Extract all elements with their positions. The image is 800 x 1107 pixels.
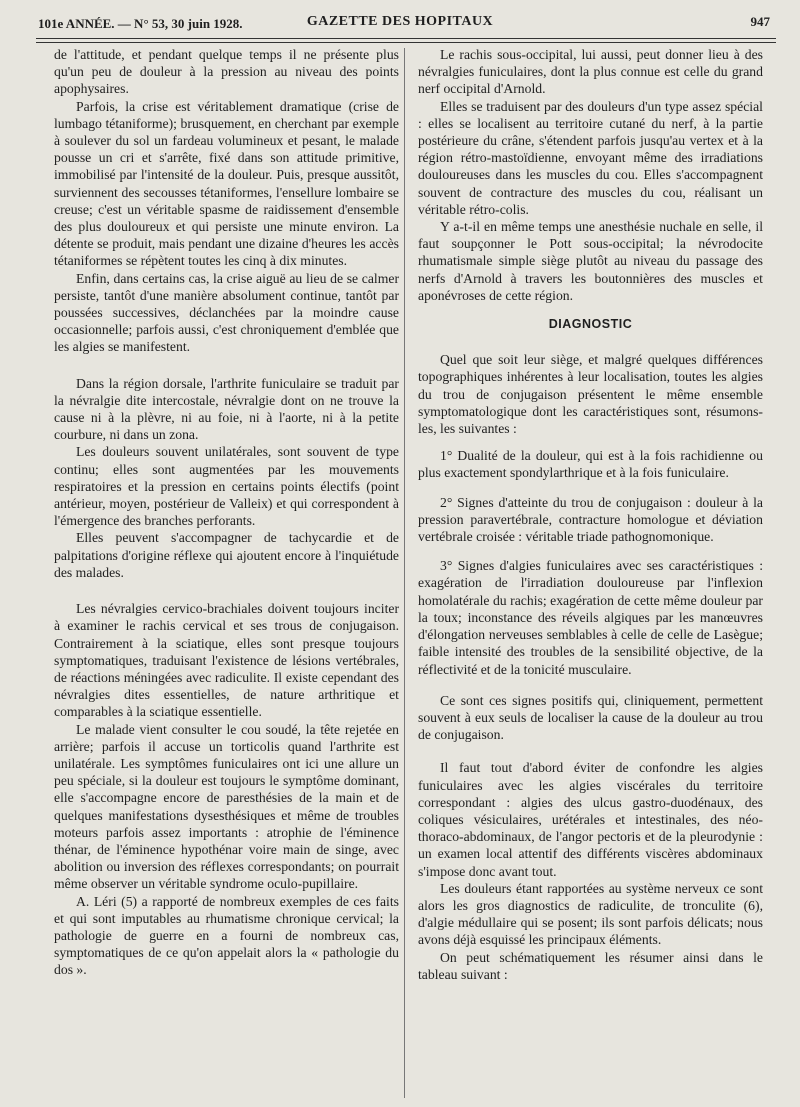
paragraph: Elles se traduisent par des douleurs d'un type assez spécial : elles se localisent au territoire cutané du nerf, à la partie postérieure du crâne, s'étendent parfois jusqu'au vertex et à la région rétro-mastoïdienne, envoyant même des irradiations douloureuses dans les muscles du cou. Elles s'accompagnent souvent de contracture des muscles du cou, réalisant un véritable rétro-colis. <box>418 98 763 217</box>
paragraph: Parfois, la crise est véritablement dramatique (crise de lumbago tétaniforme); brusquement, en cherchant par exemple à soulever du sol un fardeau volumineux et pesant, le malade pousse un cri et s'arrête, fixé dans son attitude primitive, immobilisé par l'intensité de la douleur. Puis, presque aussitôt, surviennent des secousses tétaniformes, l'ensellure lombaire se creuse; c'est un véritable spasme de raidissement d'ensemble des plus douloureux et qui persiste une minute environ. La détente se produit, mais pendant une dizaine d'heures les accès tétaniformes se répètent toutes les cinq à dix minutes. <box>54 98 399 269</box>
issue-info: 101e ANNÉE. — N° 53, 30 juin 1928. <box>38 16 243 31</box>
paragraph: Le rachis sous-occipital, lui aussi, peut donner lieu à des névralgies funiculaires, dont la plus connue est celle du grand nerf occipital d'Arnold. <box>418 47 763 97</box>
page-header <box>28 12 772 34</box>
paragraph: A. Léri (5) a rapporté de nombreux exemples de ces faits et qui sont imputables au rhumatisme chronique cervical; la pathologie de guerre en a fourni de nombreux cas, symptomatiques de ce qu'on appelait alors la « pathologie du dos ». <box>54 893 399 978</box>
paragraph: Quel que soit leur siège, et malgré quelques différences topographiques inhérentes à leur localisation, toutes les algies du trou de conjugaison présentent le même ensemble symptomatologique dont les caractéristiques sont, résumons-les, les suivantes : <box>418 352 763 437</box>
page-number: 947 <box>750 14 770 29</box>
journal-title: GAZETTE DES HOPITAUX <box>306 14 494 29</box>
paragraph: Les douleurs étant rapportées au système nerveux ce sont alors les gros diagnostics de radiculite, de tronculite (6), d'algie médullaire qui se posent; ils sont parfois délicats; nous avons déjà esquissé les principaux éléments. <box>418 880 763 948</box>
paragraph: Dans la région dorsale, l'arthrite funiculaire se traduit par la névralgie dite intercostale, névralgie dont on ne trouve la cause ni à la plèvre, ni au foie, ni à l'aorte, ni à la petite courbure, ni dans un zona. <box>54 375 399 443</box>
paragraph: 1° Dualité de la douleur, qui est à la fois rachidienne ou plus exactement spondylarthrique et à la fois funiculaire. <box>418 448 763 481</box>
paragraph: 3° Signes d'algies funiculaires avec ses caractéristiques : exagération de l'irradiation douloureuse par l'inflexion homolatérale du rachis; exagération de cette même douleur par la toux; inconstance des réveils algiques par les manœuvres d'élongation nerveuses semblables à celle de celle de Lasègue; faible intensité des troubles de la sensibilité objective, de la réflectivité et de la tonicité musculaire. <box>418 558 763 677</box>
paragraph: Y a-t-il en même temps une anesthésie nuchale en selle, il faut soupçonner le Pott sous-occipital; la névrodocite rhumatismale simple siège plutôt au niveau du passage des nerfs d'Arnold à travers les boutonnières des muscles et aponévroses de cette région. <box>418 219 763 303</box>
column-divider <box>404 48 405 1098</box>
paragraph: Ce sont ces signes positifs qui, cliniquement, permettent souvent à eux seuls de localiser la cause de la douleur au trou de conjugaison. <box>418 692 763 743</box>
paragraph: de l'attitude, et pendant quelque temps il ne présente plus qu'un peu de douleur à la pression au niveau des points apophysaires. <box>54 47 399 97</box>
paragraph: Les névralgies cervico-brachiales doivent toujours inciter à examiner le rachis cervical et ses trous de conjugaison. Contrairement à la sciatique, elles sont presque toujours symptomatiques, traduisant l'existence de lésions vertébrales, de réactions méningées avec radiculite. Il existe cependant des névralgies dites essentielles, de nature arthritique et comparables à la sciatique essentielle. <box>54 601 399 720</box>
section-heading: DIAGNOSTIC <box>548 317 633 332</box>
paragraph: On peut schématiquement les résumer ainsi dans le tableau suivant : <box>418 949 763 982</box>
paragraph: Les douleurs souvent unilatérales, sont souvent de type continu; elles sont augmentées par les mouvements respiratoires et la pression en certains points électifs (point antérieur, moyen, postérieur de Valleix) et qui correspondent à l'émergence des branches perforants. <box>54 444 399 529</box>
header-rule-bottom <box>36 42 776 43</box>
paragraph: Il faut tout d'abord éviter de confondre les algies funiculaires avec les algies viscérales du territoire correspondant : algies des ulcus gastro-duodénaux, des coliques vésiculaires, urétérales et intestinales, des néo-thoraco-abdominaux, de l'angor pectoris et de la pleurodynie : un examen local attentif des différents viscères abdominaux s'impose donc avant tout. <box>418 760 763 879</box>
left-column <box>54 46 399 979</box>
header-rule-top <box>36 38 776 39</box>
paragraph: Enfin, dans certains cas, la crise aiguë au lieu de se calmer persiste, tantôt d'une manière absolument continue, tantôt par poussées successives, déclanchées par la moindre cause occasionnelle; parfois aussi, c'est chroniquement d'emblée que les algies se manifestent. <box>54 270 399 355</box>
paragraph: Elles peuvent s'accompagner de tachycardie et de palpitations d'origine réflexe qui ajoutent encore à l'inquiétude des malades. <box>54 530 399 580</box>
right-column <box>418 46 763 983</box>
paragraph: Le malade vient consulter le cou soudé, la tête rejetée en arrière; parfois il accuse un torticolis quand l'arthrite est unilatérale. Les symptômes funiculaires ont ici une allure un peu spéciale, si la douleur est toujours le symptôme dominant, elle s'accompagne encore de paresthésies de la main et de quelques manifestations dysesthésiques et même de troubles moteurs parfois assez importants : atrophie de l'éminence thénar, de l'éminence hypothénar voire main de singe, avec abolition ou inversion des réflexes correspondants; on pourrait même observer un véritable syndrome oculo-pupillaire. <box>54 721 399 892</box>
paragraph: 2° Signes d'atteinte du trou de conjugaison : douleur à la pression paravertébrale, contracture homologue et déviation vertébrale croisée : véritable triade pathognomonique. <box>418 494 763 545</box>
